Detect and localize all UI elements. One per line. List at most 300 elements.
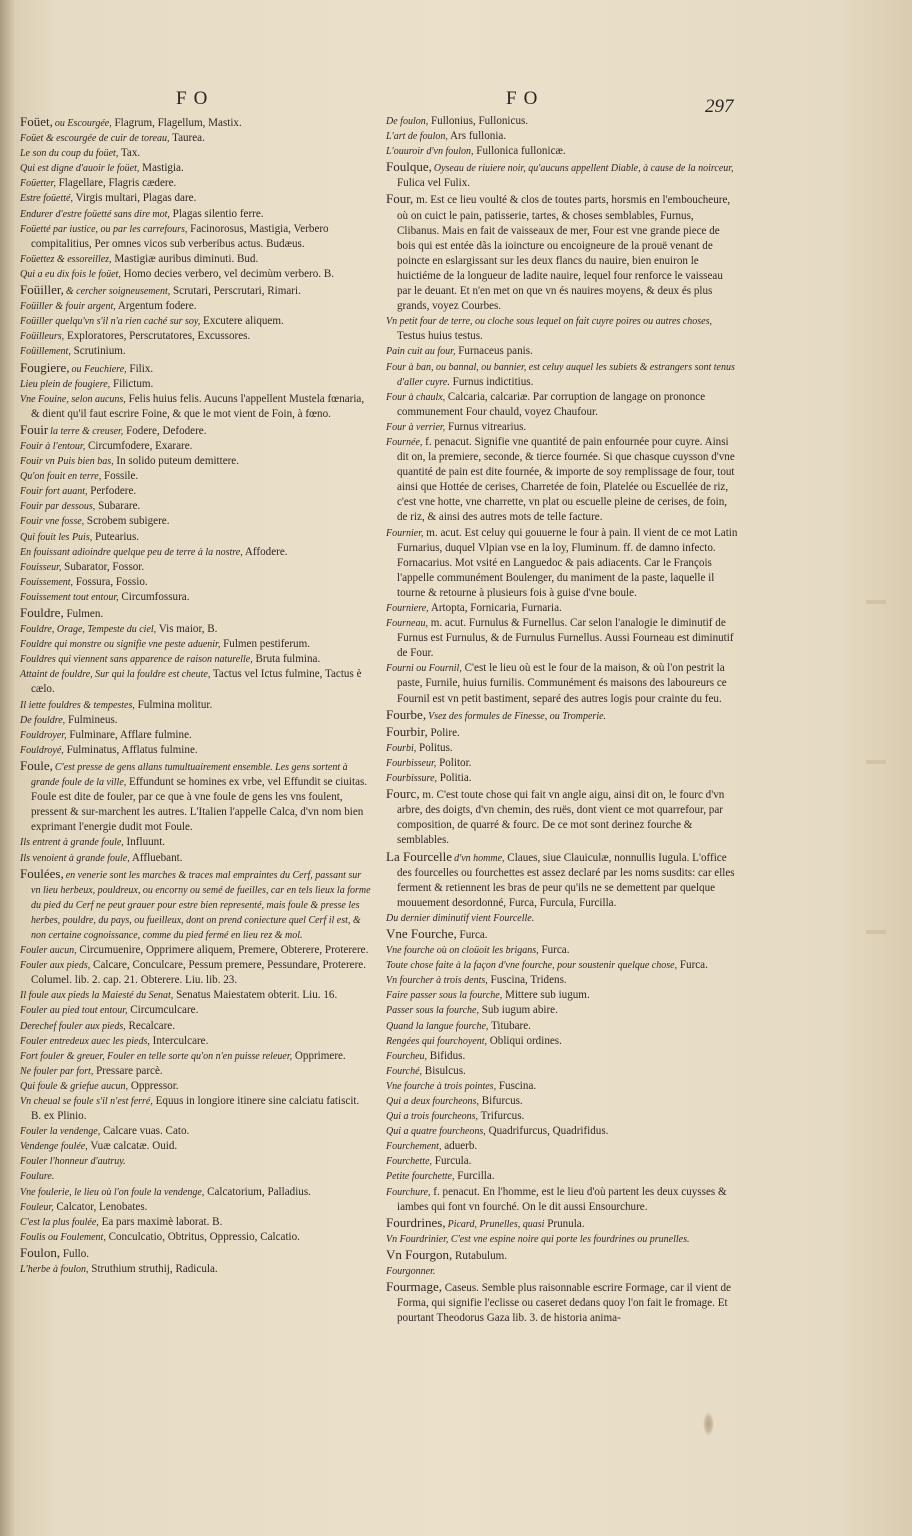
dictionary-entry bbox=[386, 1124, 738, 1139]
entry-headword: Foulées, bbox=[20, 865, 64, 881]
dictionary-entry bbox=[20, 835, 372, 850]
entry-gloss: Vn fourcher à trois dents, bbox=[386, 975, 488, 987]
entry-gloss: Estre foüetté, bbox=[20, 193, 73, 205]
entry-gloss: C'est presse de gens allans tumultuairement ensemble. Les gens sortent à grande foule de la ville, bbox=[31, 761, 348, 789]
dictionary-entry bbox=[20, 191, 372, 206]
entry-gloss: Foüet & escourgée de cuir de toreau, bbox=[20, 133, 170, 145]
entry-text: Fulminatus, Afflatus fulmine. bbox=[63, 743, 198, 756]
entry-gloss: Fouldre qui monstre ou signifie vne peste aduenir, bbox=[20, 639, 221, 651]
entry-text: Bisulcus. bbox=[422, 1064, 466, 1077]
entry-gloss: Fouler au pied tout entour, bbox=[20, 1005, 128, 1017]
entry-gloss: Foüetté par iustice, ou par les carrefours, bbox=[20, 223, 188, 235]
entry-headword: Fourc, bbox=[386, 786, 420, 802]
entry-text: Claues, siue Clauiculæ, nonnullis Iugula. L'office des fourcelles ou fourchettes est assez declaré par les noms susdits: car elles ferment & retiennent les bras de peur qu'ils ne se demettent par quelque mouuement desordonné, Furca, Furcula, Furcilla. bbox=[397, 851, 735, 909]
entry-gloss: Fourchure, bbox=[386, 1186, 431, 1198]
dictionary-entry bbox=[20, 1185, 372, 1200]
entry-text: Circumfodere, Exarare. bbox=[85, 439, 193, 452]
entry-gloss: Qui a eu dix fois le foüet, bbox=[20, 268, 121, 280]
dictionary-entry bbox=[20, 743, 372, 758]
entry-text: Fodere, Defodere. bbox=[123, 424, 207, 437]
entry-gloss: Le son du coup du foüet, bbox=[20, 148, 119, 160]
dictionary-entry bbox=[20, 114, 372, 131]
entry-gloss: Fouldre, Orage, Tempeste du ciel, bbox=[20, 624, 157, 636]
entry-headword: Four, bbox=[386, 191, 414, 207]
entry-headword: Fouldre, bbox=[20, 605, 64, 620]
dictionary-entry bbox=[386, 1169, 738, 1184]
entry-gloss: Vn cheual se foule s'il n'est ferré, bbox=[20, 1096, 153, 1107]
dictionary-entry bbox=[20, 1019, 372, 1034]
entry-headword: Vn Fourgon, bbox=[386, 1246, 453, 1262]
dictionary-entry bbox=[20, 560, 372, 575]
dictionary-entry bbox=[20, 282, 372, 299]
dictionary-entry bbox=[386, 1247, 738, 1264]
dictionary-entry bbox=[20, 575, 372, 590]
dictionary-entry bbox=[386, 129, 738, 144]
dictionary-entry bbox=[20, 1262, 372, 1277]
dictionary-entry bbox=[386, 771, 738, 786]
entry-text: Furnus vitrearius. bbox=[445, 420, 527, 433]
dictionary-entry bbox=[20, 545, 372, 560]
entry-text: Fulmineus. bbox=[65, 713, 118, 726]
entry-text: Fuscina, Tridens. bbox=[487, 974, 567, 987]
dictionary-entry bbox=[20, 1064, 372, 1079]
dictionary-entry bbox=[20, 988, 372, 1003]
dictionary-entry bbox=[20, 252, 372, 267]
entry-text: Subarator, Fossor. bbox=[61, 560, 145, 573]
dictionary-entry bbox=[20, 1154, 372, 1169]
entry-text: Taurea. bbox=[169, 132, 205, 145]
entry-headword: Foüiller, bbox=[20, 282, 64, 298]
entry-text: Felis huius felis. Aucuns l'appellent Mustela fœnaria, & dient qu'il faut escrire Foine, & que le mot vient de Foin, à fœno. bbox=[31, 392, 365, 420]
entry-gloss: Qui a deux fourcheons, bbox=[386, 1096, 479, 1107]
entry-gloss: Foüiller quelqu'vn s'il n'a rien caché sur soy, bbox=[20, 316, 201, 328]
page-number: 297 bbox=[705, 96, 734, 117]
entry-gloss: En fouissant adioindre quelque peu de terre à la nostre, bbox=[20, 546, 243, 558]
entry-text: Tax. bbox=[118, 147, 141, 160]
dictionary-entry bbox=[386, 191, 738, 314]
entry-gloss: Pain cuit au four, bbox=[386, 346, 456, 358]
dictionary-entry bbox=[386, 724, 738, 741]
entry-gloss: Qui fouit les Puis, bbox=[20, 531, 93, 543]
entry-text: Affodere. bbox=[242, 545, 288, 558]
entry-text: Fulmen pestiferum. bbox=[220, 638, 311, 651]
entry-text: Tactus vel Ictus fulmine, Tactus è cælo. bbox=[31, 668, 362, 696]
entry-text: Filictum. bbox=[110, 377, 154, 390]
entry-gloss: Ils venoient à grande foule, bbox=[20, 852, 130, 864]
entry-text: Trifurcus. bbox=[478, 1110, 525, 1123]
entry-text: Opprimere. bbox=[292, 1049, 346, 1062]
entry-text: Perfodere. bbox=[87, 485, 137, 498]
entry-gloss: Fouleur, bbox=[20, 1201, 54, 1213]
entry-text: Homo decies verbero, vel decimùm verbero. B. bbox=[120, 267, 335, 280]
dictionary-entry bbox=[386, 1019, 738, 1034]
dictionary-entry bbox=[20, 652, 372, 667]
entry-gloss: Fourcheu, bbox=[386, 1050, 428, 1062]
entry-gloss: Qu'on fouit en terre, bbox=[20, 471, 102, 483]
dictionary-entry bbox=[20, 484, 372, 499]
entry-gloss: en venerie sont les marches & traces mal empraintes du Cerf, passant sur vn lieu herbeux, pouldreux, ou encorny ou semé de fueilles, car en tels lieux la forme du pied du Cerf ne peut grauer pour estre bien representé, mais foule & presse les herbes, pouldre, du pays, ou fueilleux, dont on prend coniecture quel Cerf il est, & non certaine cognoissance, comme du pied fermé en lieu rez & mol. bbox=[31, 869, 371, 941]
entry-gloss: Fouler l'honneur d'autruy. bbox=[20, 1156, 126, 1168]
entry-gloss: Vne fourche où on cloüoit les brigans, bbox=[386, 945, 539, 957]
entry-gloss: Qui foule & griefue aucun, bbox=[20, 1080, 129, 1092]
dictionary-entry bbox=[386, 1003, 738, 1018]
dictionary-entry bbox=[386, 943, 738, 958]
entry-gloss: Fouissement, bbox=[20, 576, 74, 588]
entry-text: f. penacut. En l'homme, est le lieu d'où partent les deux cuysses & iambes qui font vn fourché. On le dit aussi Ensourchure. bbox=[397, 1185, 727, 1213]
entry-text: Mastigiæ auribus diminuti. Bud. bbox=[111, 252, 259, 265]
entry-gloss: Faire passer sous la fourche, bbox=[386, 990, 503, 1002]
entry-text: Furnus indictitius. bbox=[449, 375, 534, 388]
dictionary-entry bbox=[386, 988, 738, 1003]
dictionary-entry bbox=[20, 161, 372, 176]
entry-text: Fossile. bbox=[101, 470, 139, 483]
ink-blot bbox=[703, 1412, 714, 1436]
entry-headword: Fougiere, bbox=[20, 359, 70, 375]
entry-gloss: Vne foulerie, le lieu où l'on foule la vendenge, bbox=[20, 1186, 205, 1198]
dictionary-entry bbox=[20, 1079, 372, 1094]
entry-text: Subarare. bbox=[95, 500, 141, 513]
dictionary-entry bbox=[20, 360, 372, 377]
entry-text: Bifurcus. bbox=[478, 1095, 523, 1107]
entry-gloss: Fouisseur, bbox=[20, 561, 62, 573]
dictionary-entry bbox=[386, 1094, 738, 1109]
dictionary-entry bbox=[386, 1232, 738, 1247]
dictionary-entry bbox=[386, 973, 738, 988]
dictionary-entry bbox=[20, 958, 372, 988]
dictionary-entry bbox=[386, 344, 738, 359]
entry-gloss: Fourché, bbox=[386, 1065, 423, 1077]
entry-gloss: Fourchement, bbox=[386, 1141, 442, 1153]
entry-text: f. penacut. Signifie vne quantité de pain enfournée pour cuyre. Ainsi dit on, la premiere, seconde, & tierce fournée. Si que chasque cuysson d'vne quantité de pain est dite fournée, & importe de soy remplissage de four, tout ainsi que Hottée de cerises, Charretée de foin, Platelée ou Escuellée de riz, c'est vne hotte, vne charrette, vn plat ou escuelle pleine de cerises, de foin, de riz, & ainsi des autres mots de telle facture. bbox=[397, 435, 735, 524]
dictionary-entry bbox=[20, 469, 372, 484]
dictionary-entry bbox=[386, 661, 738, 706]
entry-text: Bruta fulmina. bbox=[252, 653, 321, 666]
entry-text: Circumculcare. bbox=[127, 1004, 199, 1017]
dictionary-entry bbox=[386, 756, 738, 771]
entry-gloss: d'vn homme, bbox=[454, 852, 505, 864]
entry-text: Fullonius, Fullonicus. bbox=[428, 115, 529, 127]
entry-text: Flagellare, Flagris cædere. bbox=[55, 177, 177, 190]
entry-gloss: Fourni ou Fournil, bbox=[386, 663, 462, 675]
entry-gloss: Fournier, bbox=[386, 527, 424, 539]
dictionary-entry bbox=[386, 1154, 738, 1169]
dictionary-entry bbox=[20, 1003, 372, 1018]
dictionary-entry bbox=[20, 1215, 372, 1230]
entry-gloss: Vn petit four de terre, ou cloche sous lequel on fait cuyre poires ou autres choses, bbox=[386, 316, 712, 328]
entry-text: Fulminare, Afflare fulmine. bbox=[66, 728, 192, 741]
entry-text: Mittere sub iugum. bbox=[502, 989, 590, 1002]
margin-mark bbox=[866, 600, 886, 604]
entry-text: Sub iugum abire. bbox=[478, 1004, 558, 1017]
dictionary-entry bbox=[386, 390, 738, 420]
entry-gloss: Fouir vne fosse, bbox=[20, 516, 85, 528]
dictionary-entry bbox=[20, 637, 372, 652]
entry-text: Furnaceus panis. bbox=[455, 345, 533, 358]
gutter-shadow bbox=[0, 0, 14, 1536]
entry-gloss: Foulure. bbox=[20, 1171, 55, 1183]
dictionary-entry bbox=[20, 314, 372, 329]
entry-gloss: la terre & creuser, bbox=[50, 425, 124, 437]
entry-text: Oppressor. bbox=[128, 1079, 179, 1092]
entry-text: Plagas silentio ferre. bbox=[169, 207, 264, 220]
entry-headword: La Fourcelle bbox=[386, 848, 453, 864]
entry-gloss: Fouler aux pieds, bbox=[20, 960, 91, 972]
running-head-left: FO bbox=[176, 88, 215, 109]
entry-gloss: Fouissement tout entour, bbox=[20, 591, 119, 603]
entry-gloss: Four à chaulx, bbox=[386, 391, 446, 403]
entry-text: Equus in longiore itinere sine calciatu fatiscit. B. ex Plinio. bbox=[31, 1095, 360, 1123]
dictionary-entry bbox=[386, 926, 738, 943]
dictionary-entry bbox=[386, 144, 738, 159]
entry-gloss: L'herbe à foulon, bbox=[20, 1264, 89, 1276]
entry-gloss: Derechef fouler aux pieds, bbox=[20, 1020, 126, 1032]
entry-gloss: Four à verrier, bbox=[386, 421, 446, 433]
entry-text: Scrutari, Perscrutari, Rimari. bbox=[170, 285, 301, 298]
entry-gloss: Oyseau de riuiere noir, qu'aucuns appellent Diable, à cause de la noirceur, bbox=[433, 163, 734, 175]
entry-gloss: Passer sous la fourche, bbox=[386, 1005, 479, 1017]
dictionary-entry bbox=[386, 849, 738, 911]
dictionary-entry bbox=[20, 422, 372, 439]
entry-gloss: Foüetter, bbox=[20, 178, 56, 190]
entry-text: Quadrifurcus, Quadrifidus. bbox=[485, 1125, 609, 1138]
entry-gloss: Quand la langue fourche, bbox=[386, 1020, 489, 1032]
entry-text: Caseus. Semble plus raisonnable escrire Formage, car il vient de Forma, qui signifie l'eclisse ou caseret dedans quoy l'on fait le fromage. Et pourtant Theodorus Gaza lib. 3. de historia anima- bbox=[397, 1282, 731, 1325]
entry-gloss: Four à ban, ou bannal, ou bannier, est celuy auquel les subiets & estrangers sont tenus d'aller cuyre. bbox=[386, 361, 735, 388]
entry-text: m. Est ce lieu voulté & clos de toutes parts, horsmis en l'emboucheure, où on cuict le pain, patisserie, tartes, & choses semblables, Furnus, Clibanus. Mais en fait de vaisseaux de mer, Four est vne grande piece de bois qui est entée dãs la ioincture ou encoigneure de la prouë venant de poincte en eslargissant sur les deux flancs du nauire, bien enuiron le huictiéme de la longueur de ladite nauire, lequel four renforce le vaisseau par le deuant. Et n'en met on que vn és nauires moyens, & deux és plus grands, voyez Courbes. bbox=[397, 194, 731, 313]
dictionary-entry bbox=[386, 435, 738, 526]
entry-text: Fulmina molitur. bbox=[134, 698, 213, 711]
dictionary-entry bbox=[20, 344, 372, 359]
entry-text: Polire. bbox=[427, 726, 460, 739]
dictionary-entry bbox=[386, 616, 738, 661]
entry-gloss: Fouir par dessous, bbox=[20, 501, 96, 513]
dictionary-entry bbox=[386, 526, 738, 601]
entry-gloss: ou Feuchiere, bbox=[71, 363, 127, 375]
dictionary-entry bbox=[20, 530, 372, 545]
entry-text: Calcatorium, Palladius. bbox=[204, 1185, 311, 1198]
entry-text: Interculcare. bbox=[149, 1034, 209, 1047]
dictionary-entry bbox=[20, 1124, 372, 1139]
entry-text: Prunula. bbox=[544, 1217, 585, 1230]
entry-text: Fulica vel Fulix. bbox=[397, 177, 471, 190]
dictionary-entry bbox=[386, 601, 738, 616]
entry-text: Politor. bbox=[436, 756, 472, 769]
entry-text: Exploratores, Perscrutatores, Excussores. bbox=[64, 330, 251, 343]
entry-gloss: Ils entrent à grande foule, bbox=[20, 837, 124, 849]
entry-gloss: Foüillement, bbox=[20, 346, 71, 358]
dictionary-entry bbox=[386, 420, 738, 435]
dictionary-entry bbox=[386, 314, 738, 344]
entry-text: Putearius. bbox=[92, 530, 140, 543]
dictionary-entry bbox=[386, 911, 738, 926]
entry-gloss: Fouler aucun, bbox=[20, 945, 77, 957]
dictionary-entry bbox=[20, 1200, 372, 1215]
dictionary-entry bbox=[20, 758, 372, 835]
entry-text: Scrobem subigere. bbox=[84, 515, 170, 528]
dictionary-entry bbox=[20, 1245, 372, 1262]
dictionary-entry bbox=[20, 1139, 372, 1154]
entry-gloss: Fouler entredeux auec les pieds, bbox=[20, 1035, 150, 1047]
entry-text: Fullonica fullonicæ. bbox=[473, 145, 566, 158]
left-column bbox=[20, 114, 372, 1277]
entry-text: Ea pars maximè laborat. B. bbox=[98, 1215, 223, 1228]
entry-gloss: Attaint de fouldre, Sur qui la fouldre est cheute, bbox=[20, 669, 211, 681]
entry-gloss: Vsez des formules de Finesse, ou Tromperie. bbox=[428, 710, 607, 722]
entry-gloss: De fouldre, bbox=[20, 714, 66, 726]
entry-text: Senatus Maiestatem obterit. Liu. 16. bbox=[173, 989, 338, 1002]
entry-gloss: Fourgonner. bbox=[386, 1266, 436, 1278]
entry-text: Testus huius testus. bbox=[397, 330, 483, 343]
entry-headword: Foüet, bbox=[20, 114, 53, 129]
dictionary-entry bbox=[386, 958, 738, 973]
dictionary-entry bbox=[386, 1264, 738, 1279]
entry-gloss: Qui a quatre fourcheons, bbox=[386, 1126, 486, 1138]
entry-text: Fuscina. bbox=[496, 1079, 537, 1092]
dictionary-entry bbox=[386, 786, 738, 848]
entry-text: Calcare, Conculcare, Pessum premere, Pessundare, Proterere. Columel. lib. 2. cap. 21. Obterere. Liu. lib. 23. bbox=[31, 959, 366, 987]
entry-text: Furcula. bbox=[432, 1155, 472, 1168]
entry-text: Facinorosus, Mastigia, Verbero compitalitius, Per omnes vicos sub verberibus actus. Budæus. bbox=[31, 222, 329, 250]
entry-text: Conculcatio, Obtritus, Oppressio, Calcatio. bbox=[105, 1230, 300, 1243]
entry-text: Calcator, Lenobates. bbox=[53, 1200, 148, 1213]
entry-text: Artopta, Fornicaria, Furnaria. bbox=[428, 602, 562, 614]
entry-text: Vis maior, B. bbox=[156, 623, 218, 636]
entry-gloss: Picard, Prunelles, quasi bbox=[447, 1218, 545, 1230]
entry-gloss: Il iette fouldres & tempestes, bbox=[20, 699, 135, 711]
dictionary-entry bbox=[20, 698, 372, 713]
entry-text: Influunt. bbox=[123, 836, 166, 849]
dictionary-entry bbox=[20, 439, 372, 454]
entry-text: Filix. bbox=[126, 362, 154, 375]
entry-text: Affluebant. bbox=[129, 851, 183, 864]
entry-text: Titubare. bbox=[488, 1019, 531, 1032]
entry-text: Virgis multari, Plagas dare. bbox=[72, 192, 197, 205]
entry-text: Politia. bbox=[437, 772, 472, 785]
entry-gloss: Fouldroyé, bbox=[20, 744, 64, 756]
entry-gloss: Vne fourche à trois pointes, bbox=[386, 1080, 497, 1092]
entry-gloss: ou Escourgée, bbox=[54, 118, 112, 129]
entry-text: Obliqui ordines. bbox=[487, 1034, 562, 1047]
entry-gloss: Fouler la vendenge, bbox=[20, 1126, 101, 1138]
entry-text: Flagrum, Flagellum, Mastix. bbox=[111, 117, 242, 129]
entry-text: Excutere aliquem. bbox=[200, 315, 284, 328]
dictionary-entry bbox=[386, 1139, 738, 1154]
entry-gloss: Fort fouler & greuer, Fouler en telle sorte qu'on n'en puisse releuer, bbox=[20, 1050, 293, 1062]
dictionary-entry bbox=[386, 1064, 738, 1079]
entry-text: m. acut. Est celuy qui gouuerne le four à pain. Il vient de ce mot Latin Furnarius, duquel Vlpian vse en la loy, Fluminum. ff. de damno infecto. Fornacarius. Mot vsité en Languedoc & pais adiacents. Car le François l'appelle communément Boulenger, du maniment de la paste, laquelle il tourne & retourne à plusieurs fois à guise d'vne boule. bbox=[397, 526, 738, 599]
entry-headword: Foulque, bbox=[386, 159, 432, 175]
dictionary-entry bbox=[386, 741, 738, 756]
dictionary-entry bbox=[20, 299, 372, 314]
entry-gloss: Fouir à l'entour, bbox=[20, 440, 86, 452]
entry-text: Scrutinium. bbox=[70, 345, 126, 358]
dictionary-entry bbox=[20, 622, 372, 637]
dictionary-entry bbox=[20, 943, 372, 958]
margin-mark bbox=[866, 930, 886, 934]
dictionary-entry bbox=[20, 392, 372, 422]
entry-gloss: Qui est digne d'auoir le foüet, bbox=[20, 163, 140, 175]
entry-gloss: Fouldroyer, bbox=[20, 729, 67, 741]
entry-gloss: Fournée, bbox=[386, 436, 423, 448]
dictionary-entry bbox=[386, 1109, 738, 1124]
entry-gloss: Vne Fouine, selon aucuns, bbox=[20, 393, 126, 405]
dictionary-entry bbox=[386, 1215, 738, 1232]
entry-headword: Fouir bbox=[20, 421, 49, 437]
entry-gloss: Fouir vn Puis bien bas, bbox=[20, 456, 114, 468]
entry-text: Struthium struthij, Radicula. bbox=[88, 1263, 218, 1276]
entry-gloss: Fourniere, bbox=[386, 603, 429, 614]
entry-text: Furca. bbox=[677, 959, 708, 972]
dictionary-entry bbox=[20, 329, 372, 344]
entry-gloss: Toute chose faite à la façon d'vne fourche, pour soustenir quelque chose, bbox=[386, 960, 678, 972]
dictionary-entry bbox=[20, 605, 372, 622]
entry-gloss: Foüilleurs, bbox=[20, 331, 65, 343]
entry-gloss: Fouir fort auant, bbox=[20, 486, 88, 498]
entry-gloss: Fourbissure, bbox=[386, 773, 438, 785]
dictionary-entry bbox=[20, 499, 372, 514]
entry-text: Furca. bbox=[538, 944, 570, 957]
entry-gloss: De foulon, bbox=[386, 116, 429, 127]
dictionary-entry bbox=[386, 159, 738, 191]
entry-headword: Fourbir, bbox=[386, 723, 428, 739]
dictionary-entry bbox=[20, 267, 372, 282]
dictionary-entry bbox=[20, 1169, 372, 1184]
entry-gloss: Foulis ou Foulement, bbox=[20, 1231, 106, 1243]
entry-gloss: Petite fourchette, bbox=[386, 1171, 455, 1183]
dictionary-entry bbox=[386, 114, 738, 129]
entry-gloss: L'ouuroir d'vn foulon, bbox=[386, 146, 474, 158]
entry-text: Calcaria, calcariæ. Par corruption de langage on prononce communement Four chauld, voyez Chaufour. bbox=[397, 390, 706, 418]
dictionary-entry bbox=[386, 1034, 738, 1049]
entry-text: Ars fullonia. bbox=[447, 130, 507, 143]
dictionary-entry bbox=[20, 207, 372, 222]
dictionary-entry bbox=[20, 866, 372, 943]
running-head-right: FO bbox=[506, 88, 545, 109]
entry-text: Mastigia. bbox=[139, 162, 184, 175]
dictionary-entry bbox=[20, 1094, 372, 1124]
entry-text: Effundunt se homines ex vrbe, vel Effundit se ciuitas. Foule est dite de fouler, par ce que à vne foule de gens les vns foulent, pressent & sur-marchent les autres. L'Italien l'appelle Calca, d'vn nom bien exprimant l'energie dudit mot Foule. bbox=[31, 776, 368, 834]
entry-gloss: Foüettez & essoreillez, bbox=[20, 253, 112, 265]
entry-text: m. acut. Furnulus & Furnellus. Car selon l'analogie le diminutif de Furnus est Furnulus, & de Furnulus Furnellus. Aussi Fourneau est diminutif de Four. bbox=[397, 617, 734, 660]
entry-headword: Fourdrines, bbox=[386, 1214, 446, 1230]
entry-headword: Fourmage, bbox=[386, 1279, 442, 1295]
dictionary-entry bbox=[20, 590, 372, 605]
entry-gloss: L'art de foulon, bbox=[386, 131, 448, 143]
entry-text: In solido puteum demittere. bbox=[113, 455, 240, 468]
entry-text: Fulmen. bbox=[63, 608, 104, 620]
margin-mark bbox=[866, 760, 886, 764]
entry-text: Argentum fodere. bbox=[115, 300, 197, 313]
dictionary-entry bbox=[20, 514, 372, 529]
entry-gloss: Fourbisseur, bbox=[386, 757, 437, 769]
dictionary-entry bbox=[20, 131, 372, 146]
dictionary-entry bbox=[20, 1230, 372, 1245]
entry-text: Pressare parcè. bbox=[93, 1064, 163, 1077]
dictionary-entry bbox=[20, 667, 372, 697]
entry-gloss: Fourchette, bbox=[386, 1156, 433, 1168]
dictionary-entry bbox=[386, 1185, 738, 1215]
entry-text: Fullo. bbox=[60, 1247, 90, 1260]
entry-text: Circumuenire, Opprimere aliquem, Premere, Obterere, Proterere. bbox=[76, 944, 369, 957]
right-column bbox=[386, 114, 738, 1326]
entry-gloss: Ne fouler par fort, bbox=[20, 1065, 94, 1077]
entry-gloss: Vn Fourdrinier, C'est vne espine noire qui porte les fourdrines ou prunelles. bbox=[386, 1233, 690, 1245]
dictionary-entry bbox=[20, 377, 372, 392]
entry-gloss: Endurer d'estre foüetté sans dire mot, bbox=[20, 208, 170, 220]
dictionary-entry bbox=[20, 728, 372, 743]
dictionary-entry bbox=[386, 1049, 738, 1064]
dictionary-entry bbox=[20, 222, 372, 252]
